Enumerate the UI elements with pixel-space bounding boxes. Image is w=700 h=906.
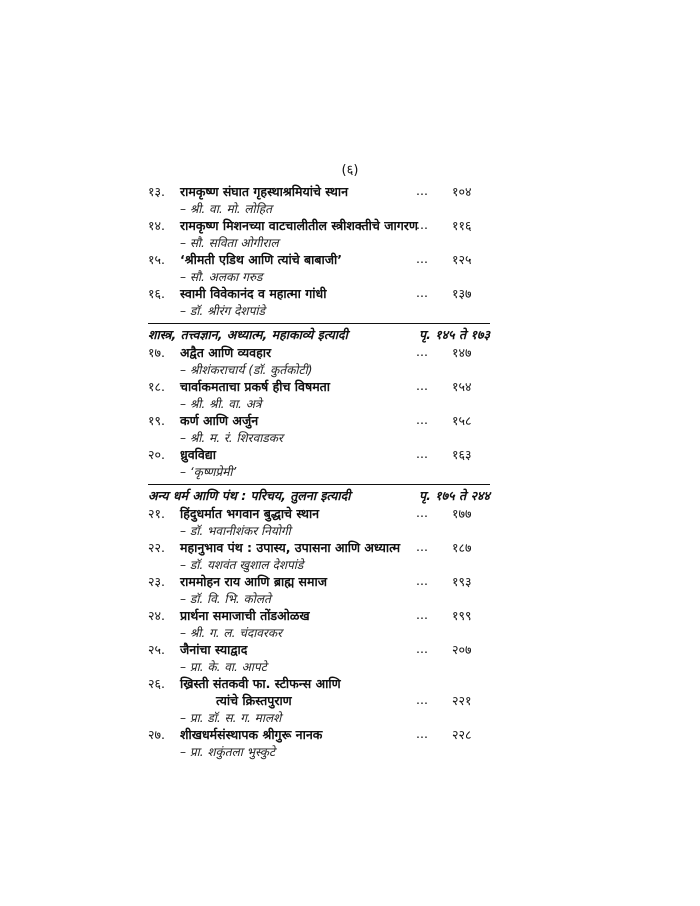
toc-entry [148,505,490,539]
section-divider [148,323,490,324]
entry-author: – श्री. श्री. वा. अत्रे [180,397,262,411]
entry-number: २२. [148,540,165,555]
entry-page: १९३ [452,574,472,589]
entry-page: १६३ [452,447,472,462]
toc-entry [148,539,490,573]
entry-title: ध्रुवविद्या [180,447,216,462]
entry-title: महानुभाव पंथ : उपास्य, उपासना आणि अध्यात्म [180,540,401,555]
entry-title: रामकृष्ण मिशनच्या वाटचालीतील स्त्रीशक्तीचे जागरण [180,218,418,233]
entry-title-continued: त्यांचे क्रिस्तपुराण [216,693,292,708]
section-heading [148,487,490,505]
leader-dots: ... [416,641,428,656]
leader-dots: ... [416,505,428,520]
entry-page: १५४ [452,379,472,394]
entry-number: २६. [148,676,165,691]
toc-entry [148,675,490,726]
toc-entry [148,726,490,760]
section-divider [148,484,490,485]
entry-title: चार्वाकमताचा प्रकर्ष हीच विषमता [180,379,331,394]
entry-author: – प्रा. डॉ. स. ग. मालशे [180,711,282,725]
entry-page: २२८ [452,727,472,742]
entry-page: १५८ [452,413,472,428]
entry-page: १८७ [452,540,472,555]
entry-number: १६. [148,286,165,301]
entry-page: २०७ [452,642,472,657]
entry-author: – श्री. ग. ल. चंदावरकर [180,626,283,640]
section-heading [148,326,490,344]
leader-dots: ... [416,726,428,741]
leader-dots: ... [416,344,428,359]
leader-dots: ... [416,573,428,588]
leader-dots: ... [416,285,428,300]
entry-page: १४७ [452,345,472,360]
entry-title: ख्रिस्ती संतकवी फा. स्टीफन्स आणि [180,676,341,691]
toc-entry [148,217,490,251]
entry-title: रामकृष्ण संघात गृहस्थाश्रमियांचे स्थान [180,184,349,199]
entry-number: २०. [148,447,165,462]
entry-author: – डॉ. भवानीशंकर नियोगी [180,524,291,538]
entry-number: १८. [148,379,165,394]
entry-title: ‘श्रीमती एडिथ आणि त्यांचे बाबाजी’ [180,252,343,267]
entry-number: २३. [148,574,165,589]
entry-author: – ‘कृष्णप्रेमी’ [180,465,237,479]
section-page-range: पृ. १७५ ते २४४ [418,488,490,503]
entry-page: २२१ [452,693,472,708]
toc-entry [148,344,490,378]
section-title: शास्त्र, तत्त्वज्ञान, अध्यात्म, महाकाव्ये इत्यादी [148,327,348,342]
toc-entry [148,285,490,319]
leader-dots: ... [416,251,428,266]
leader-dots: ... [416,539,428,554]
entry-title: राममोहन राय आणि ब्राह्म समाज [180,574,327,589]
entry-author: – प्रा. के. वा. आपटे [180,660,267,674]
entry-author: – श्री. म. रं. शिरवाडकर [180,431,283,445]
entry-title: स्वामी विवेकानंद व महात्मा गांधी [180,286,327,301]
table-of-contents [148,183,490,760]
entry-number: १७. [148,345,165,360]
leader-dots: ... [416,217,428,232]
entry-page: १२५ [452,252,472,267]
leader-dots: ... [416,183,428,198]
entry-author: – डॉ. श्रीरंग देशपांडे [180,304,265,318]
leader-dots: ... [416,446,428,461]
leader-dots: ... [416,692,428,707]
entry-number: २१. [148,506,165,521]
toc-entry [148,641,490,675]
entry-page: १७७ [452,506,472,521]
entry-author: – डॉ. यशवंत खुशाल देशपांडे [180,558,304,572]
entry-number: १३. [148,184,165,199]
entry-title: कर्ण आणि अर्जुन [180,413,259,428]
entry-number: १५. [148,252,165,267]
toc-entry [148,378,490,412]
entry-title: अद्वैत आणि व्यवहार [180,345,272,360]
entry-author: – प्रा. शकुंतला भुस्कुटे [180,745,276,759]
toc-entry [148,607,490,641]
entry-title: हिंदुधर्मात भगवान बुद्धाचे स्थान [180,506,320,521]
toc-entry [148,446,490,480]
entry-author: – सौ. अलका गरुड [180,270,263,284]
entry-page: ११६ [452,218,472,233]
toc-entry [148,183,490,217]
entry-number: २५. [148,642,165,657]
page-number: (६) [341,163,359,178]
entry-title: जैनांचा स्याद्वाद [180,642,248,657]
entry-number: १४. [148,218,165,233]
leader-dots: ... [416,412,428,427]
entry-page: १९९ [452,608,472,623]
entry-author: – डॉ. वि. भि. कोलते [180,592,271,606]
entry-author: – श्री. वा. मो. लोहित [180,202,272,216]
leader-dots: ... [416,607,428,622]
section-title: अन्य धर्म आणि पंथ : परिचय, तुलना इत्यादी [148,488,351,503]
entry-number: २४. [148,608,165,623]
entry-title: प्रार्थना समाजाची तोंडओळख [180,608,310,623]
entry-page: १०४ [452,184,472,199]
entry-number: १९. [148,413,165,428]
entry-number: २७. [148,727,165,742]
entry-title: शीखधर्मसंस्थापक श्रीगुरू नानक [180,727,323,742]
entry-page: १३७ [452,286,472,301]
section-page-range: पृ. १४५ ते १७३ [418,327,490,342]
toc-entry [148,412,490,446]
toc-entry [148,251,490,285]
entry-author: – सौ. सविता ओगीराल [180,236,279,250]
entry-author: – श्रीशंकराचार्य (डॉ. कुर्तकोटी) [180,363,313,377]
leader-dots: ... [416,378,428,393]
toc-entry [148,573,490,607]
